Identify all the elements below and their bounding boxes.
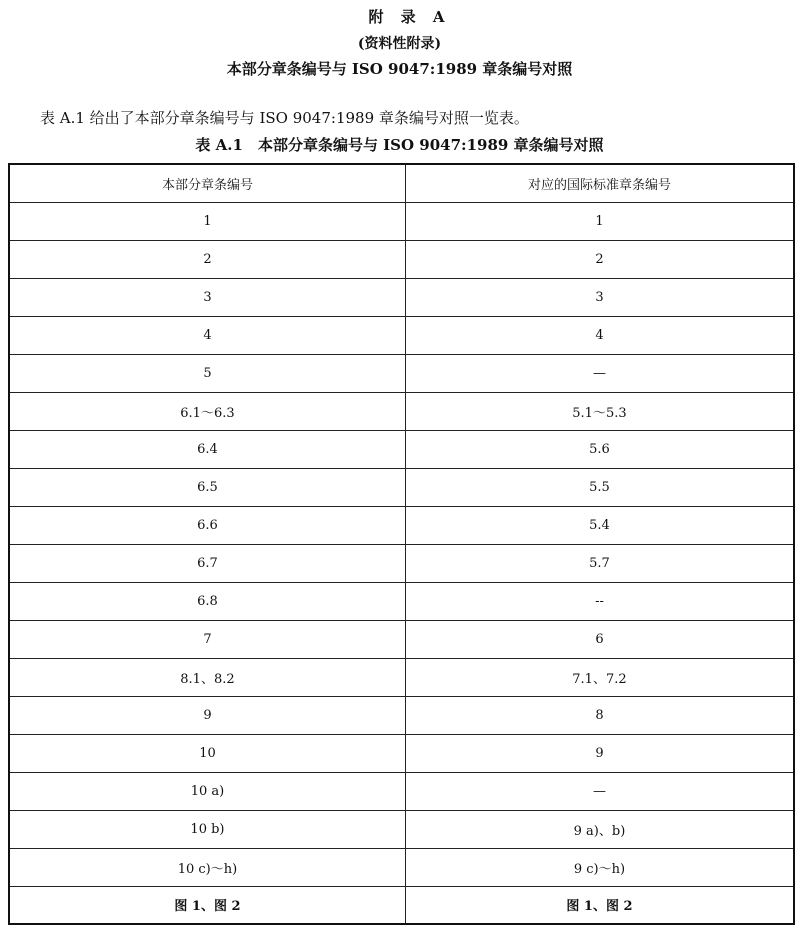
table-row [9, 468, 794, 506]
cell-iso-clause: — [405, 354, 794, 392]
cell-this-part-clause: 2 [9, 240, 405, 278]
column-header-this-part: 本部分章条编号 [9, 164, 405, 202]
annex-type: (资料性附录) [357, 36, 442, 52]
cell-this-part-clause: 6.1～6.3 [9, 392, 405, 430]
table-caption: 表 A.1 本部分章条编号与 ISO 9047:1989 章条编号对照 [195, 136, 604, 154]
intro-paragraph: 表 A.1 给出了本部分章条编号与 ISO 9047:1989 章条编号对照一览表。 [40, 109, 529, 127]
table-row [9, 544, 794, 582]
cell-this-part-clause: 6.4 [9, 430, 405, 468]
cell-iso-clause: 图 1、图 2 [405, 886, 794, 924]
cell-this-part-clause: 3 [9, 278, 405, 316]
cell-iso-clause: 9 [405, 734, 794, 772]
cell-iso-clause: 2 [405, 240, 794, 278]
cell-iso-clause: 5.4 [405, 506, 794, 544]
cell-iso-clause: 4 [405, 316, 794, 354]
cell-this-part-clause: 9 [9, 696, 405, 734]
table-row [9, 316, 794, 354]
table-row [9, 658, 794, 696]
column-header-iso: 对应的国际标准章条编号 [405, 164, 794, 202]
cell-this-part-clause: 10 [9, 734, 405, 772]
cell-iso-clause: 5.6 [405, 430, 794, 468]
cell-this-part-clause: 6.7 [9, 544, 405, 582]
cell-iso-clause: 3 [405, 278, 794, 316]
table-row [9, 886, 794, 924]
cell-this-part-clause: 10 c)～h) [9, 848, 405, 886]
table-body [9, 202, 794, 924]
table-row [9, 734, 794, 772]
table-header-row [9, 164, 794, 202]
cell-iso-clause: 5.1～5.3 [405, 392, 794, 430]
table-row [9, 848, 794, 886]
table-row [9, 810, 794, 848]
table-row [9, 772, 794, 810]
table-row [9, 696, 794, 734]
table-row [9, 392, 794, 430]
cell-iso-clause: 1 [405, 202, 794, 240]
cell-iso-clause: -- [405, 582, 794, 620]
cell-this-part-clause: 图 1、图 2 [9, 886, 405, 924]
table-row [9, 620, 794, 658]
cell-iso-clause: 7.1、7.2 [405, 658, 794, 696]
clause-mapping-table [8, 163, 795, 925]
cell-this-part-clause: 7 [9, 620, 405, 658]
cell-this-part-clause: 8.1、8.2 [9, 658, 405, 696]
cell-this-part-clause: 6.5 [9, 468, 405, 506]
cell-iso-clause: — [405, 772, 794, 810]
table-row [9, 278, 794, 316]
annex-name: 本部分章条编号与 ISO 9047:1989 章条编号对照 [226, 60, 573, 78]
cell-iso-clause: 9 a)、b) [405, 810, 794, 848]
cell-this-part-clause: 1 [9, 202, 405, 240]
cell-this-part-clause: 5 [9, 354, 405, 392]
cell-iso-clause: 5.5 [405, 468, 794, 506]
cell-iso-clause: 6 [405, 620, 794, 658]
annex-title: 附 录 A [368, 8, 451, 26]
cell-iso-clause: 9 c)～h) [405, 848, 794, 886]
cell-iso-clause: 5.7 [405, 544, 794, 582]
cell-this-part-clause: 10 a) [9, 772, 405, 810]
table-row [9, 202, 794, 240]
table-row [9, 506, 794, 544]
cell-this-part-clause: 4 [9, 316, 405, 354]
cell-iso-clause: 8 [405, 696, 794, 734]
table-row [9, 240, 794, 278]
cell-this-part-clause: 10 b) [9, 810, 405, 848]
table-row [9, 354, 794, 392]
table-row [9, 430, 794, 468]
table-row [9, 582, 794, 620]
cell-this-part-clause: 6.6 [9, 506, 405, 544]
cell-this-part-clause: 6.8 [9, 582, 405, 620]
